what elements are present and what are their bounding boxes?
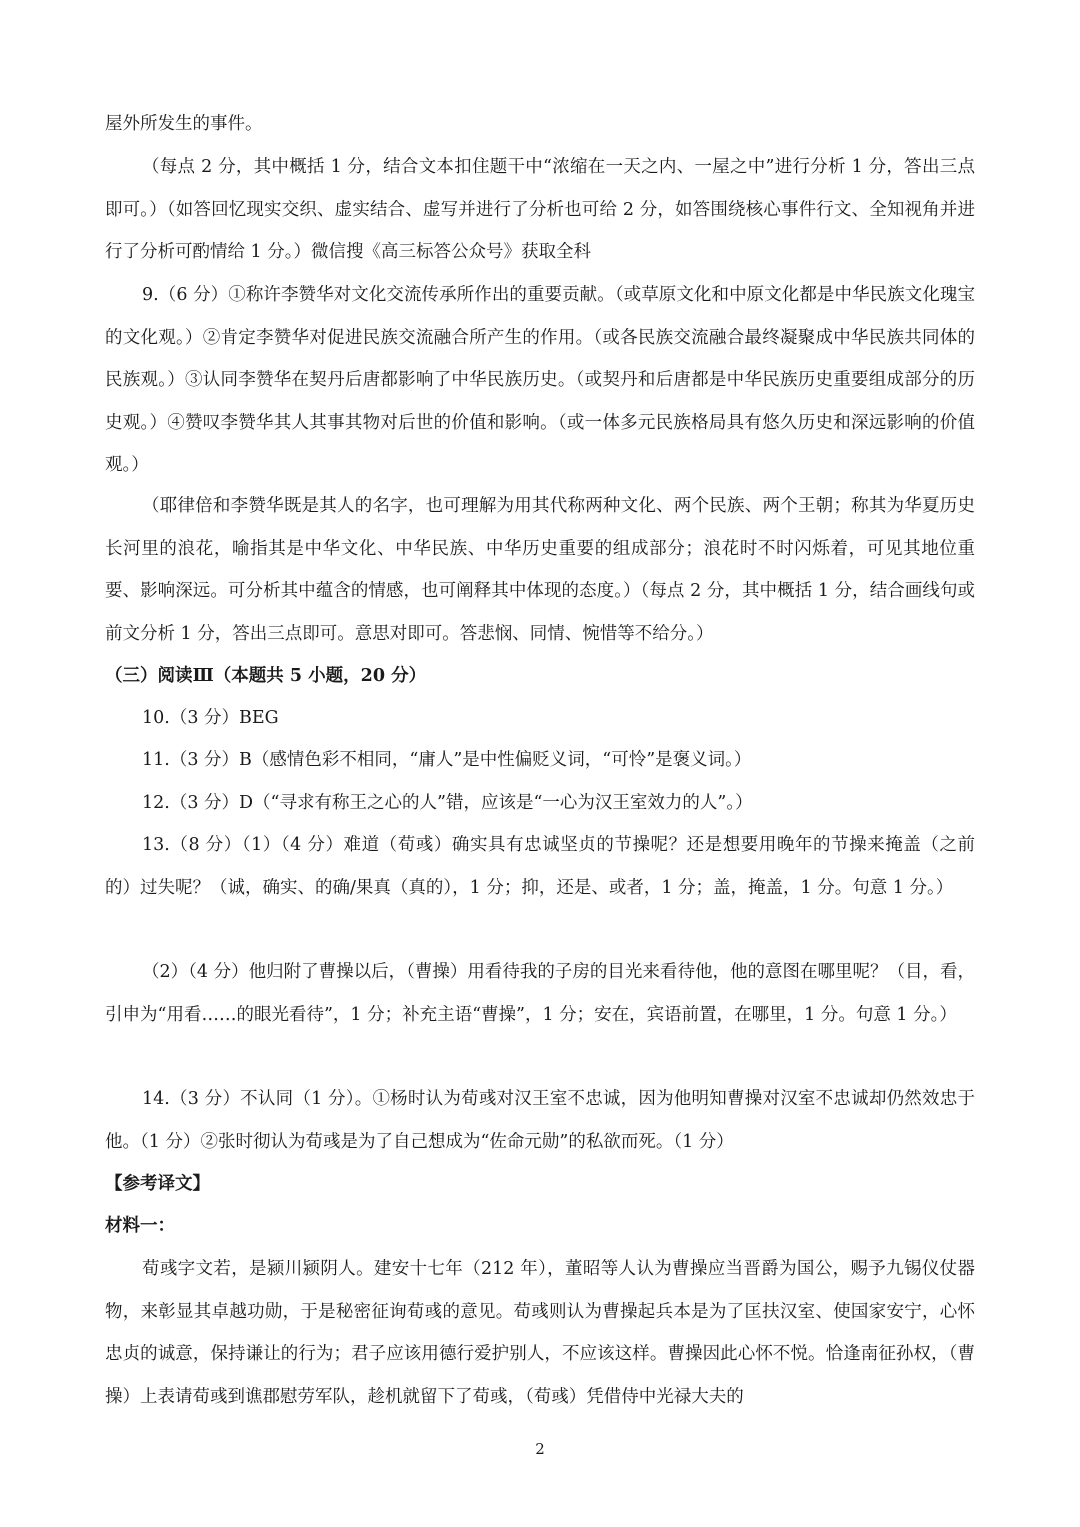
page-number: 2 xyxy=(535,1440,545,1458)
reference-translation-heading: 【参考译文】 xyxy=(105,1174,210,1194)
paragraph-scoring-note-9: （耶律倍和李赞华既是其人的名字，也可理解为用其代称两种文化、两个民族、两个王朝；称其为华夏历史长河里的浪花，喻指其是中华文化、中华民族、中华历史重要的组成部分；浪花时不时闪烁着，可见其地位重要、影响深远。可分析其中蕴含的情感，也可阐释其中体现的态度。）（每点 2 分，其中概括 1 分，结合画线句或前文分析 1 分，答出三点即可。意思对即可。答悲悯、同情、惋惜等不给分。） xyxy=(105,496,975,644)
answer-12: 12.（3 分）D（“寻求有称王之心的人”错，应该是“一心为汉王室效力的人”。） xyxy=(142,793,753,813)
paragraph-scoring-note-8: （每点 2 分，其中概括 1 分，结合文本扣住题干中“浓缩在一天之内、一屋之中”进行分析 1 分，答出三点即可。）（如答回忆现实交织、虚实结合、虚写并进行了分析也可给 2 分，如答围绕核心事件行文、全知视角并进行了分析可酌情给 1 分。）微信搜《高三标答公众号》获取全科 xyxy=(105,157,975,262)
section-heading-reading-3: （三）阅读Ⅲ（本题共 5 小题，20 分） xyxy=(105,666,427,686)
answer-14: 14.（3 分）不认同（1 分）。①杨时认为荀彧对汉王室不忠诚，因为他明知曹操对汉室不忠诚却仍然效忠于他。（1 分）②张时彻认为荀彧是为了自己想成为“佐命元勋”的私欲而死。（1 分） xyxy=(105,1089,975,1152)
translation-paragraph: 荀彧字文若，是颍川颍阴人。建安十七年（212 年），董昭等人认为曹操应当晋爵为国公，赐予九锡仪仗器物，来彰显其卓越功勋，于是秘密征询荀彧的意见。荀彧则认为曹操起兵本是为了匡扶汉室、使国家安宁，心怀忠贞的诚意，保持谦让的行为；君子应该用德行爱护别人，不应该这样。曹操因此心怀不悦。恰逢南征孙权，（曹操）上表请荀彧到谯郡慰劳军队，趁机就留下了荀彧，（荀彧）凭借侍中光禄大夫的 xyxy=(105,1259,975,1407)
paragraph-answer-9: 9.（6 分）①称许李赞华对文化交流传承所作出的重要贡献。（或草原文化和中原文化都是中华民族文化瑰宝的文化观。）②肯定李赞华对促进民族交流融合所产生的作用。（或各民族交流融合最终凝聚成中华民族共同体的民族观。）③认同李赞华在契丹后唐都影响了中华民族历史。（或契丹和后唐都是中华民族历史重要组成部分的历史观。）④赞叹李赞华其人其事其物对后世的价值和影响。（或一体多元民族格局具有悠久历史和深远影响的价值观。） xyxy=(105,285,975,475)
material-one-heading: 材料一： xyxy=(105,1216,175,1236)
answer-10: 10.（3 分）BEG xyxy=(142,708,279,728)
answer-13-part-1: 13.（8 分）（1）（4 分）难道（荀彧）确实具有忠诚坚贞的节操呢？还是想要用晚年的节操来掩盖（之前的）过失呢？（诚，确实、的确/果真（真的），1 分；抑，还是、或者，1 分；盖，掩盖，1 分。句意 1 分。） xyxy=(105,835,975,898)
answer-13-part-2: （2）（4 分）他归附了曹操以后，（曹操）用看待我的子房的目光来看待他，他的意图在哪里呢？（目，看，引申为“用看……的眼光看待”，1 分；补充主语“曹操”，1 分；安在，宾语前置，在哪里，1 分。句意 1 分。） xyxy=(105,962,975,1025)
answer-11: 11.（3 分）B（感情色彩不相同，“庸人”是中性偏贬义词，“可怜”是褒义词。） xyxy=(142,750,752,770)
paragraph-continuation: 屋外所发生的事件。 xyxy=(105,114,263,134)
